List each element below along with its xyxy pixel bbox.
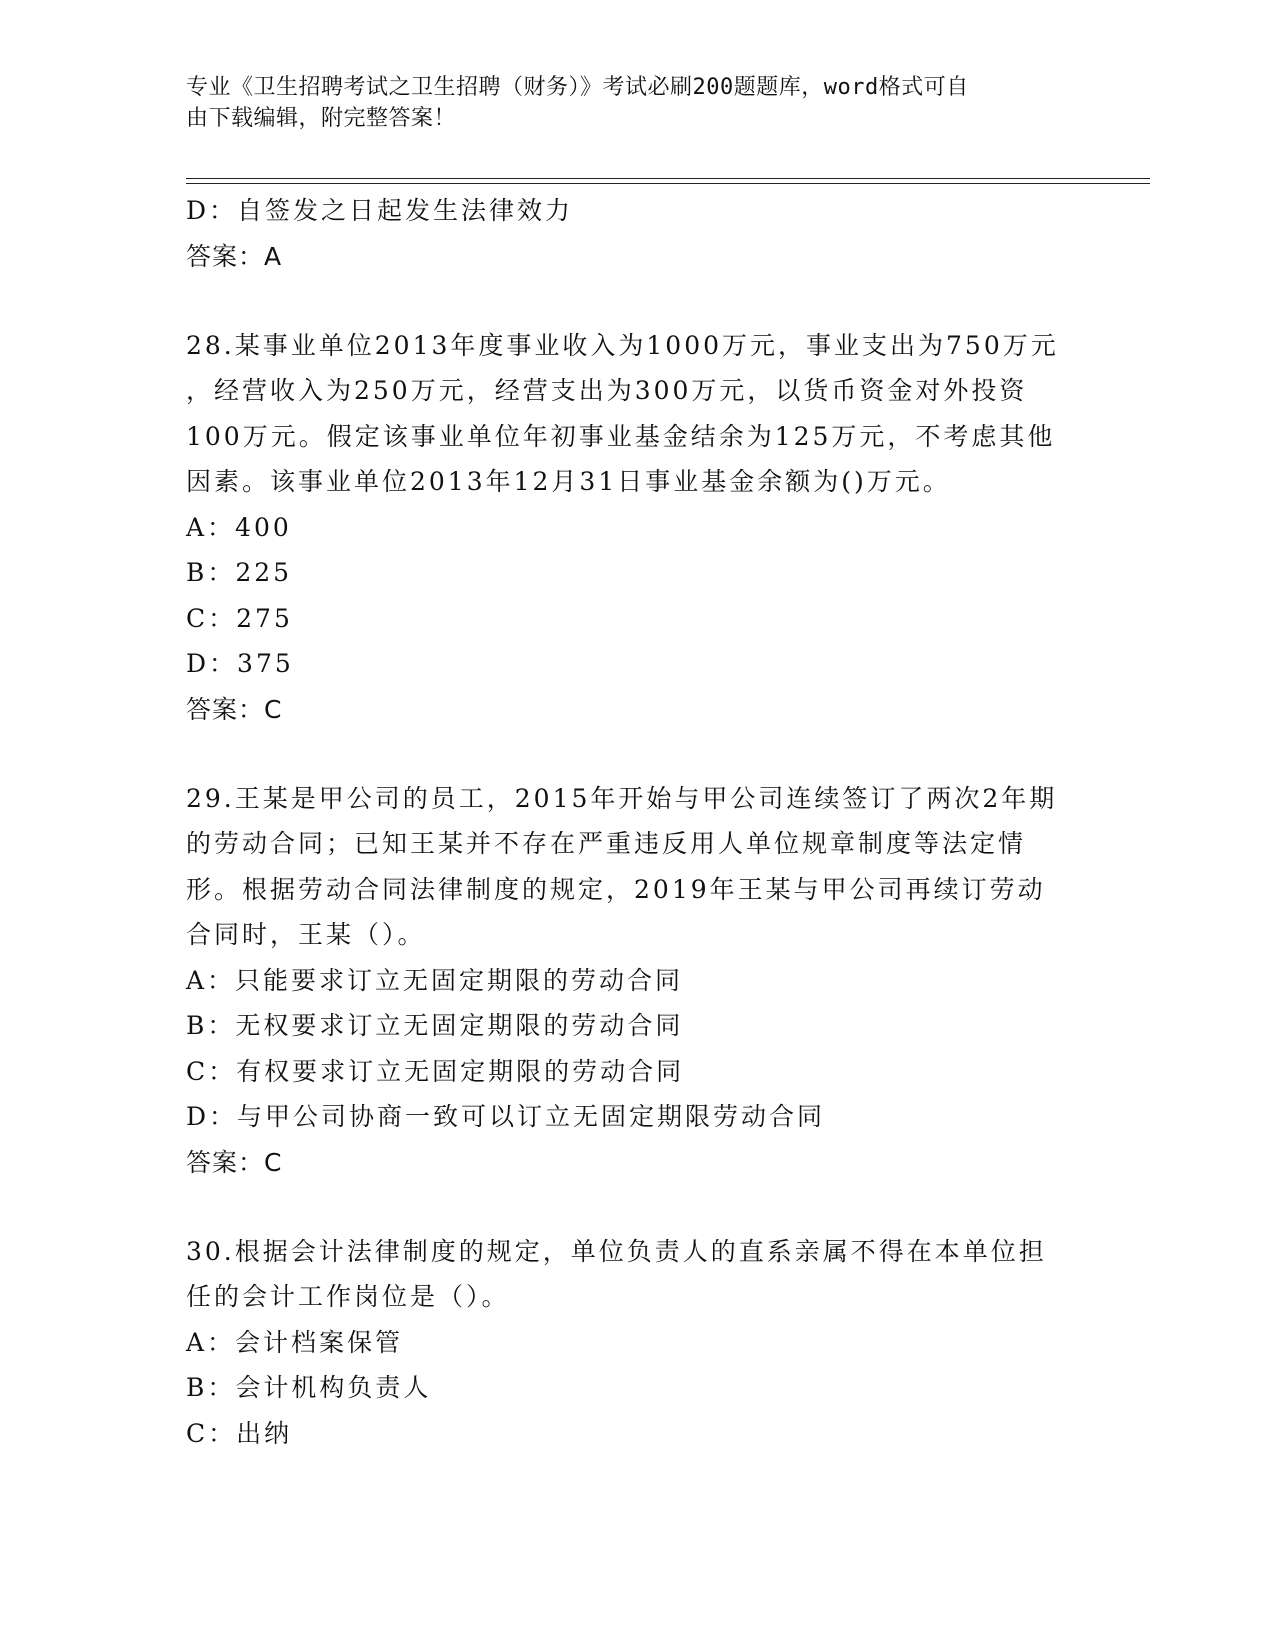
- question-29-text: [186, 776, 1076, 958]
- prev-answer: 答案：A: [186, 241, 283, 271]
- q29-option-d: D：与甲公司协商一致可以订立无固定期限劳动合同: [186, 1102, 826, 1131]
- question-line: 29.王某是甲公司的员工，2015年开始与甲公司连续签订了两次2年期: [186, 783, 1058, 813]
- question-line: 任的会计工作岗位是（）。: [186, 1282, 510, 1311]
- prev-option-d: D：自签发之日起发生法律效力: [186, 196, 574, 225]
- question-28-text: [186, 323, 1076, 505]
- q28-option-a: A：400: [186, 512, 292, 542]
- header-line-2: 由下载编辑，附完整答案！: [186, 106, 457, 131]
- header-line-1: 专业《卫生招聘考试之卫生招聘（财务）》考试必刷200题题库，word格式可自: [186, 75, 969, 100]
- question-line: 的劳动合同；已知王某并不存在严重违反用人单位规章制度等法定情: [186, 829, 1027, 858]
- question-line: 28.某事业单位2013年度事业收入为1000万元，事业支出为750万元: [186, 330, 1059, 360]
- q29-option-c: C：有权要求订立无固定期限的劳动合同: [186, 1056, 685, 1086]
- question-line: ，经营收入为250万元，经营支出为300万元，以货币资金对外投资: [186, 376, 1028, 405]
- q28-option-d: D：375: [186, 649, 294, 678]
- question-line: 形。根据劳动合同法律制度的规定，2019年王某与甲公司再续订劳动: [186, 874, 1046, 904]
- question-content: [186, 188, 1086, 1456]
- spacer: [186, 1185, 1086, 1229]
- question-line: 合同时，王某（）。: [186, 920, 426, 949]
- q29-answer: 答案：C: [186, 1147, 283, 1177]
- question-line: 因素。该事业单位2013年12月31日事业基金余额为()万元。: [186, 467, 951, 496]
- question-line: 30.根据会计法律制度的规定，单位负责人的直系亲属不得在本单位担: [186, 1236, 1047, 1266]
- spacer: [186, 732, 1086, 776]
- header-divider-top: [186, 178, 1150, 179]
- spacer: [186, 279, 1086, 323]
- q28-option-b: B：225: [186, 558, 293, 587]
- q29-option-b: B：无权要求订立无固定期限的劳动合同: [186, 1011, 684, 1040]
- header-divider-bottom: [186, 183, 1150, 184]
- q28-option-c: C：275: [186, 603, 293, 633]
- q30-option-b: B：会计机构负责人: [186, 1373, 432, 1402]
- q28-answer: 答案：C: [186, 694, 283, 724]
- q29-option-a: A：只能要求订立无固定期限的劳动合同: [186, 965, 684, 995]
- document-header: [186, 72, 1066, 134]
- q30-option-c: C：出纳: [186, 1418, 293, 1448]
- q30-option-a: A：会计档案保管: [186, 1327, 404, 1357]
- question-line: 100万元。假定该事业单位年初事业基金结余为125万元，不考虑其他: [186, 421, 1056, 451]
- question-30-text: [186, 1229, 1076, 1320]
